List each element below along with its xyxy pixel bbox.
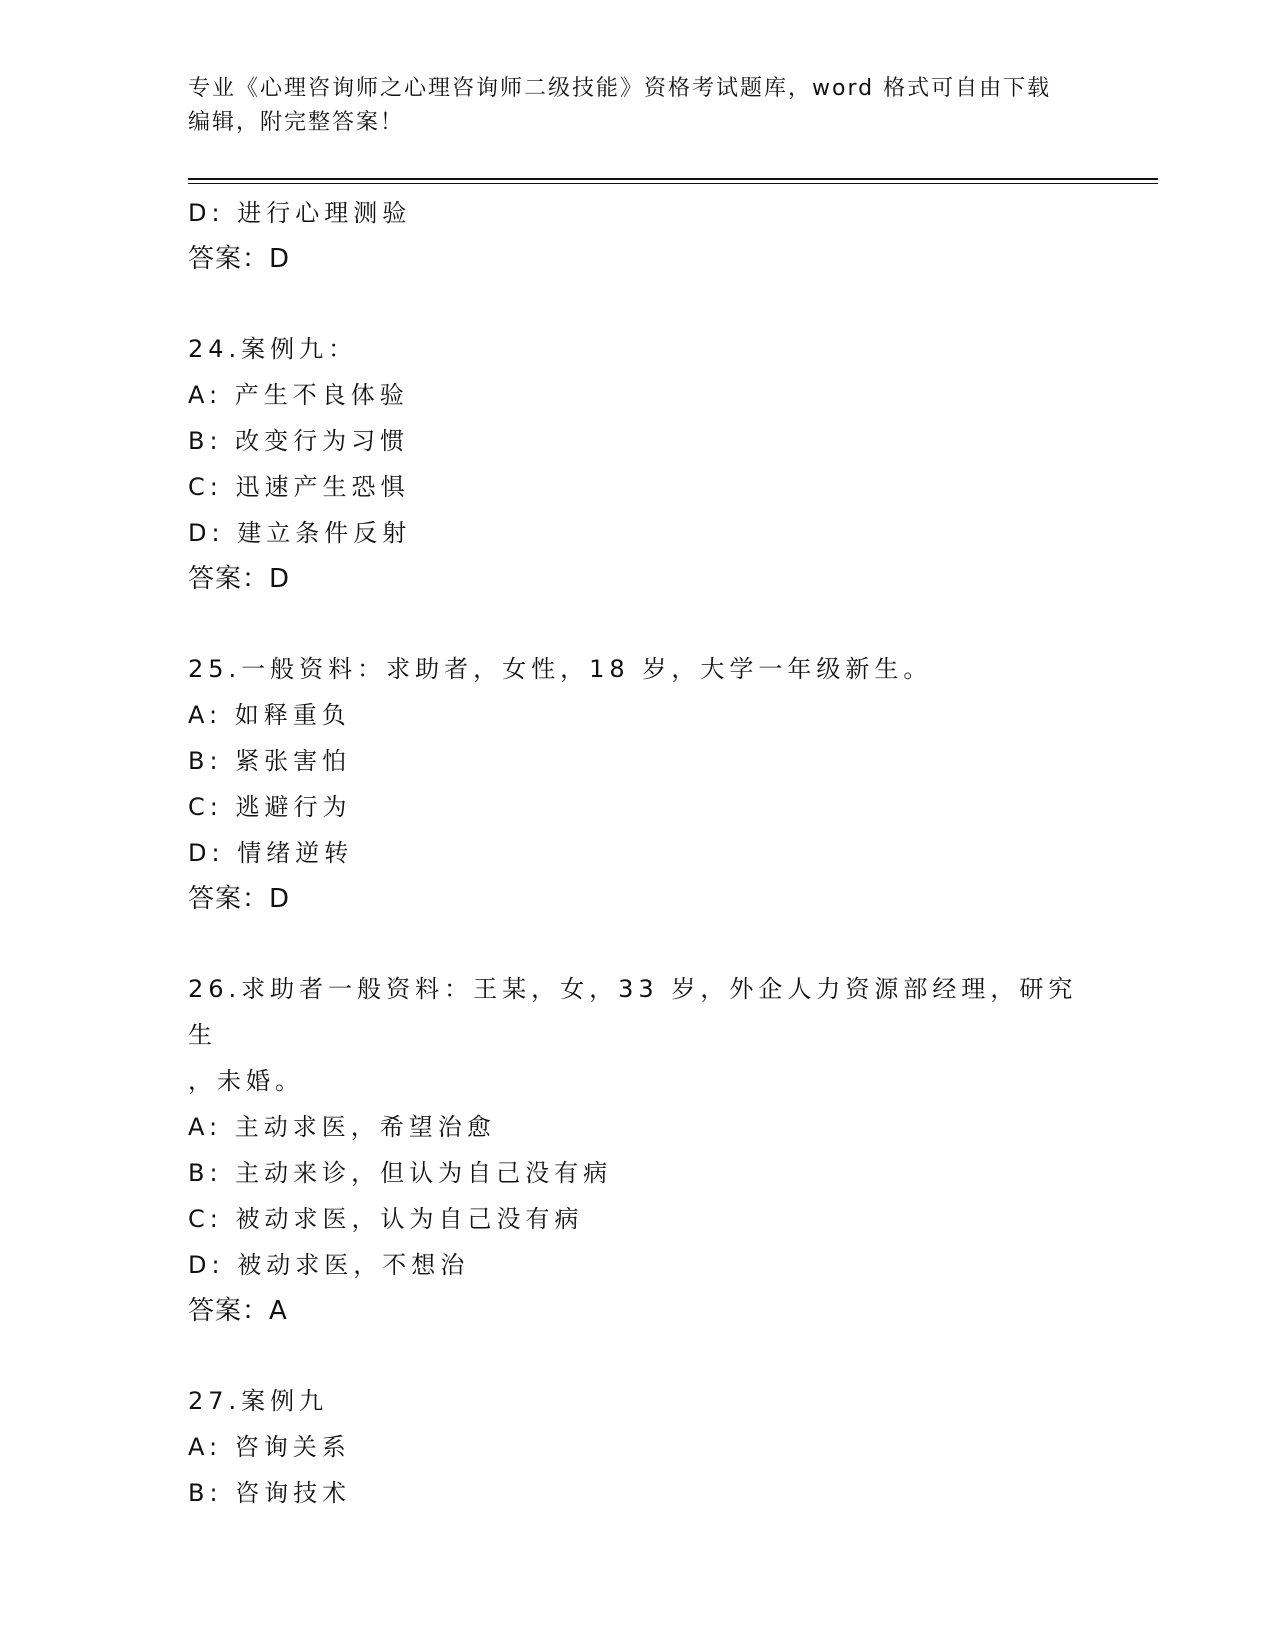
option-b: B: 改变行为习惯	[188, 427, 410, 455]
document-header	[188, 72, 1088, 140]
question-stem: 24.案例九：	[188, 335, 358, 363]
option-a: A: 咨询关系	[188, 1433, 351, 1461]
question-stem: 27.案例九	[188, 1387, 329, 1415]
spacer	[188, 282, 1088, 326]
option-a: A: 主动求医，希望治愈	[188, 1113, 496, 1141]
question-stem: 26.求助者一般资料：王某，女，33 岁，外企人力资源部经理，研究生	[188, 975, 1078, 1049]
option-b: B: 主动来诊，但认为自己没有病	[188, 1159, 613, 1187]
answer-line: 答案：A	[188, 1296, 288, 1326]
option-c: C: 逃避行为	[188, 793, 352, 821]
header-divider-thin	[188, 183, 1158, 184]
question-stem-continued: ，未婚。	[188, 1067, 304, 1095]
spacer	[188, 602, 1088, 646]
question-list	[188, 190, 1088, 1516]
option-c: C: 被动求医，认为自己没有病	[188, 1205, 584, 1233]
option-a: A: 如释重负	[188, 701, 351, 729]
option-b: B: 紧张害怕	[188, 747, 352, 775]
answer-line: 答案：D	[188, 884, 291, 914]
question-stem: 25.一般资料：求助者，女性，18 岁，大学一年级新生。	[188, 655, 933, 683]
answer-line: 答案：D	[188, 564, 291, 594]
option-c: C: 迅速产生恐惧	[188, 473, 410, 501]
spacer	[188, 922, 1088, 966]
option-d: D: 进行心理测验	[188, 199, 412, 227]
option-d: D: 建立条件反射	[188, 519, 412, 547]
answer-line: 答案：D	[188, 244, 291, 274]
option-a: A: 产生不良体验	[188, 381, 409, 409]
header-line-2: 编辑，附完整答案！	[188, 110, 405, 135]
spacer	[188, 1334, 1088, 1378]
option-d: D: 被动求医，不想治	[188, 1251, 470, 1279]
header-line-1: 专业《心理咨询师之心理咨询师二级技能》资格考试题库，word 格式可自由下载	[188, 76, 1052, 101]
option-d: D: 情绪逆转	[188, 839, 354, 867]
option-b: B: 咨询技术	[188, 1479, 352, 1507]
header-divider-thick	[188, 178, 1158, 180]
